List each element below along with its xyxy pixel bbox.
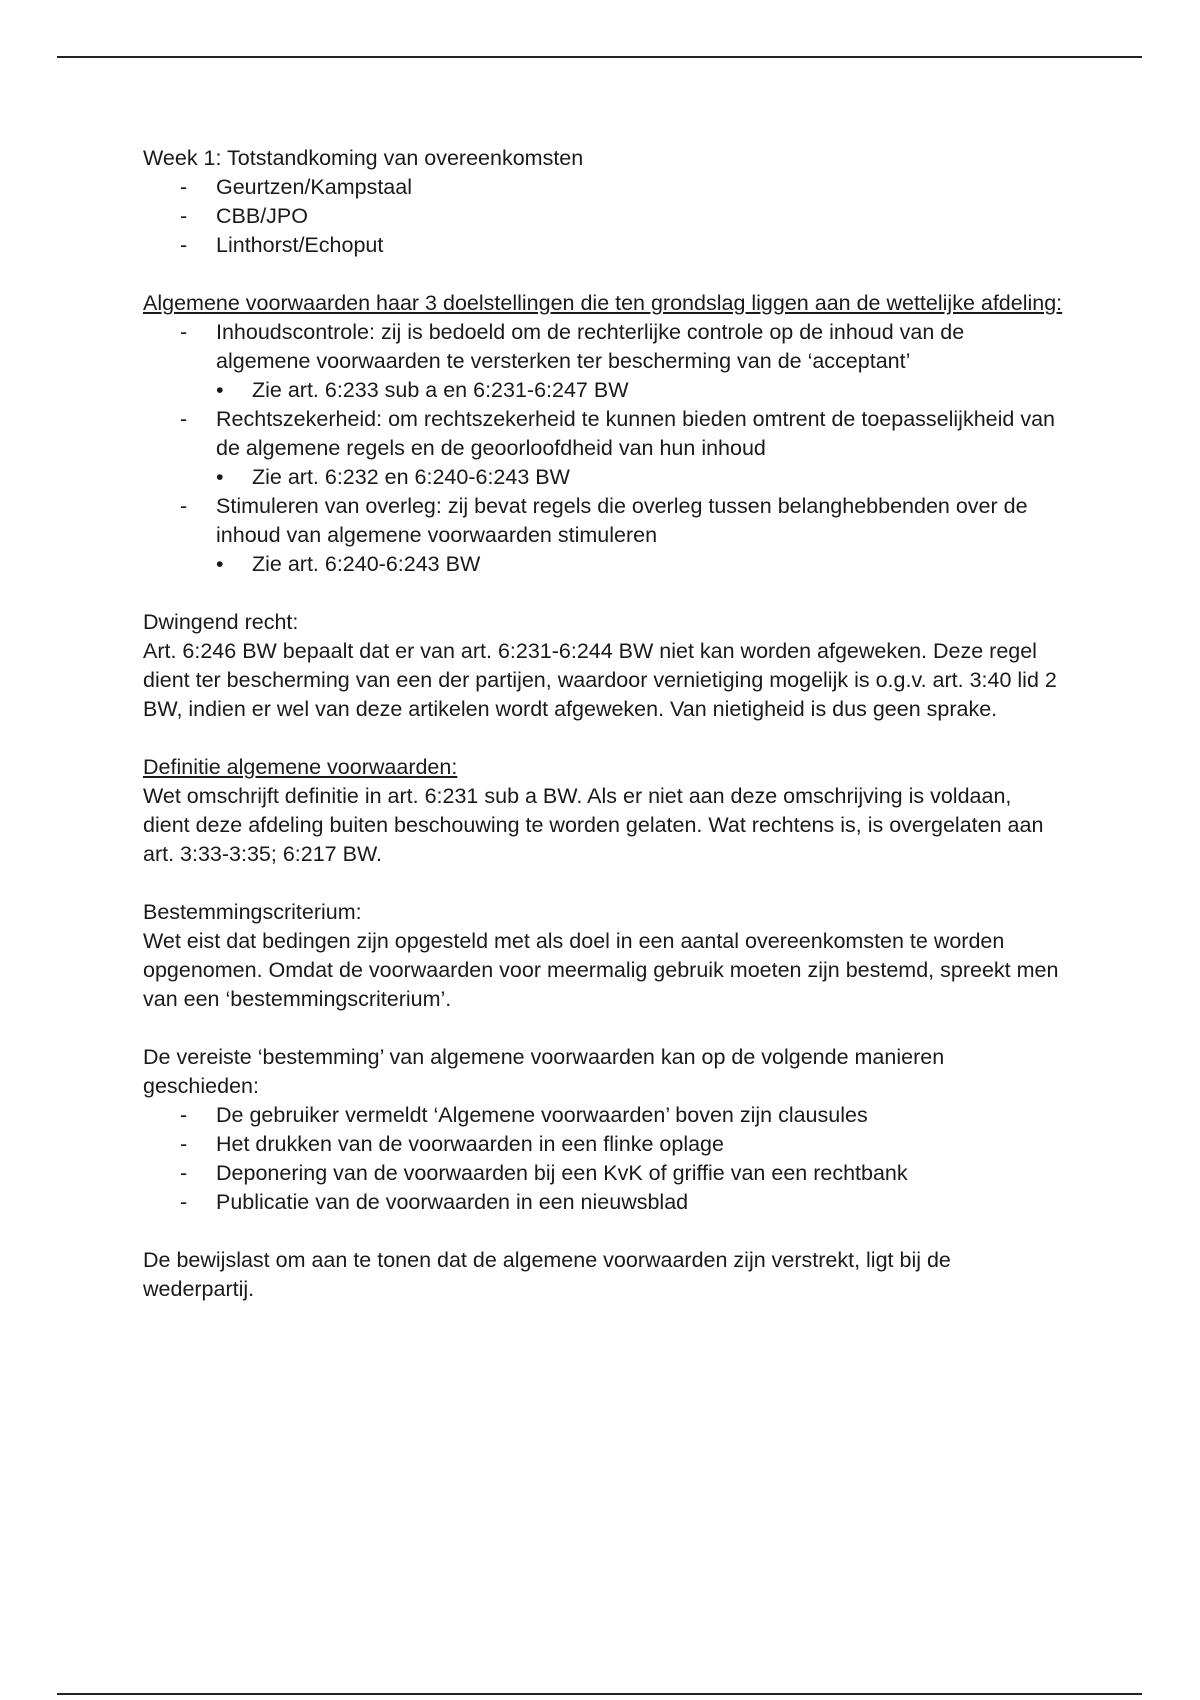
destination-item: - De gebruiker vermeldt ‘Algemene voorwaarden’ boven zijn clausules [143, 1101, 1063, 1130]
objectives-list [143, 318, 1063, 579]
objective-item [143, 492, 1063, 579]
destination-list [143, 1101, 1063, 1217]
burden-of-proof-text: De bewijslast om aan te tonen dat de algemene voorwaarden zijn verstrekt, ligt bij de wederpartij. [143, 1248, 951, 1301]
case-item: - Geurtzen/Kampstaal [143, 173, 1063, 202]
objective-text: Stimuleren van overleg: zij bevat regels die overleg tussen belanghebbenden over de inhoud van algemene voorwaarden stimuleren [216, 494, 1028, 547]
objectives-heading: Algemene voorwaarden haar 3 doelstellingen die ten grondslag liggen aan de wettelijke afdeling: [143, 291, 1063, 315]
destination-item: - Het drukken van de voorwaarden in een flinke oplage [143, 1130, 1063, 1159]
objective-text: Inhoudscontrole: zij is bedoeld om de rechterlijke controle op de inhoud van de algemene voorwaarden te versterken ter bescherming van de ‘acceptant’ [216, 320, 965, 373]
definition-text: Wet omschrijft definitie in art. 6:231 sub a BW. Als er niet aan deze omschrijving is voldaan, dient deze afdeling buiten beschouwing te worden gelaten. Wat rechtens is, is overgelaten aan art. 3:33-3:35; 6:217 BW. [143, 784, 1044, 866]
case-list [143, 173, 1063, 260]
objective-refs [216, 550, 1063, 579]
destination-intro: De vereiste ‘bestemming’ van algemene voorwaarden kan op de volgende manieren geschieden: [143, 1045, 945, 1098]
objective-text: Rechtszekerheid: om rechtszekerheid te kunnen bieden omtrent de toepasselijkheid van de algemene regels en de geoorloofdheid van hun inhoud [216, 407, 1055, 460]
mandatory-law-heading: Dwingend recht: [143, 610, 299, 634]
objective-ref: • Zie art. 6:232 en 6:240-6:243 BW [216, 463, 1063, 492]
objective-ref: • Zie art. 6:233 sub a en 6:231-6:247 BW [216, 376, 1063, 405]
bottom-border-line [57, 1693, 1142, 1695]
objective-item [143, 405, 1063, 492]
objective-ref: • Zie art. 6:240-6:243 BW [216, 550, 1063, 579]
mandatory-law-text: Art. 6:246 BW bepaalt dat er van art. 6:231-6:244 BW niet kan worden afgeweken. Deze regel dient ter bescherming van een der partijen, waardoor vernietiging mogelijk is o.g.v. art. 3:40 lid 2 BW, indien er wel van deze artikelen wordt afgeweken. Van nietigheid is dus geen sprake. [143, 639, 1057, 721]
criterion-heading: Bestemmingscriterium: [143, 900, 362, 924]
objective-item [143, 318, 1063, 405]
case-item: - CBB/JPO [143, 202, 1063, 231]
destination-item: - Publicatie van de voorwaarden in een nieuwsblad [143, 1188, 1063, 1217]
criterion-text: Wet eist dat bedingen zijn opgesteld met als doel in een aantal overeenkomsten te worden opgenomen. Omdat de voorwaarden voor meermalig gebruik moeten zijn bestemd, spreekt men van een ‘bestemmingscriterium’. [143, 929, 1059, 1011]
week-title: Week 1: Totstandkoming van overeenkomsten [143, 146, 584, 170]
definition-heading: Definitie algemene voorwaarden: [143, 755, 458, 779]
document-body [143, 144, 1063, 1304]
destination-item: - Deponering van de voorwaarden bij een KvK of griffie van een rechtbank [143, 1159, 1063, 1188]
case-item: - Linthorst/Echoput [143, 231, 1063, 260]
top-border-line [57, 56, 1142, 58]
objective-refs [216, 376, 1063, 405]
objective-refs [216, 463, 1063, 492]
